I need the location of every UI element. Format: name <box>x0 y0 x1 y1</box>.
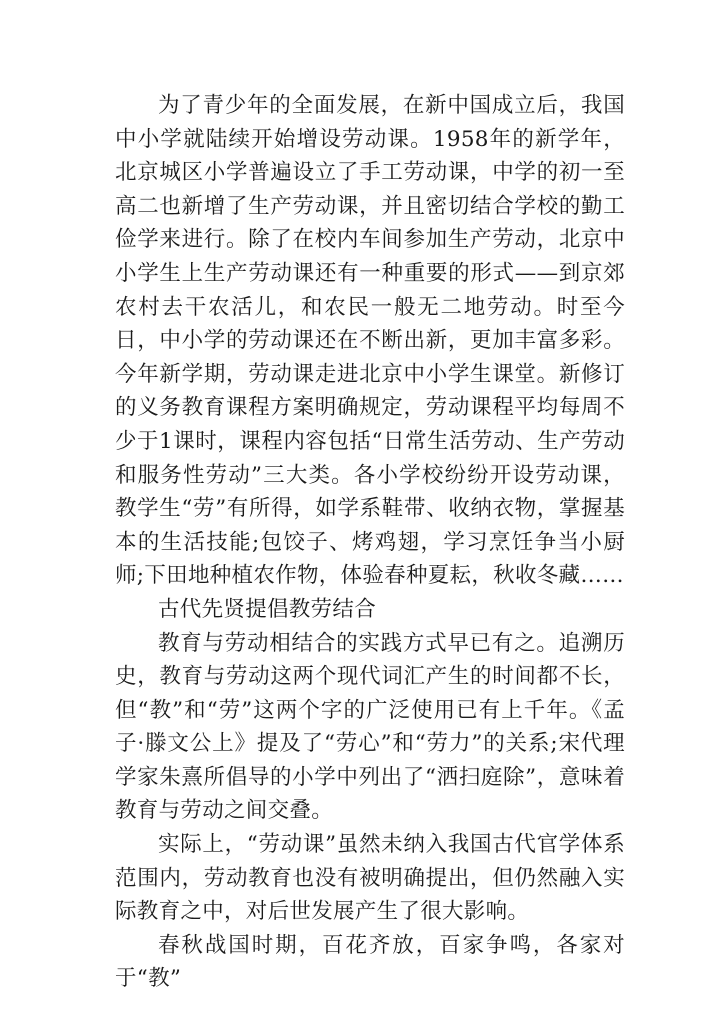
paragraph-spring-autumn-period: 春秋战国时期，百花齐放，百家争鸣，各家对于“教” <box>115 932 625 992</box>
paragraph-labor-class-influence: 实际上，“劳动课”虽然未纳入我国古代官学体系范围内，劳动教育也没有被明确提出，但仍然融入实际教育之中，对后世发展产生了很大影响。 <box>115 832 625 925</box>
document-page <box>115 89 625 996</box>
section-heading: 古代先贤提倡教劳结合 <box>158 596 377 622</box>
paragraph-labor-class-history: 为了青少年的全面发展，在新中国成立后，我国中小学就陆续开始增设劳动课。1958年的新学年，北京城区小学普遍设立了手工劳动课，中学的初一至高二也新增了生产劳动课，并且密切结合学校的勤工俭学来进行。除了在校内车间参加生产劳动，北京中小学生上生产劳动课还有一种重要的形式——到京郊农村去干农活儿，和农民一般无二地劳动。时至今日，中小学的劳动课还在不断出新，更加丰富多彩。今年新学期，劳动课走进北京中小学生课堂。新修订的义务教育课程方案明确规定，劳动课程平均每周不少于1课时，课程内容包括“日常生活劳动、生产劳动和服务性劳动”三大类。各小学校纷纷开设劳动课，教学生“劳”有所得，如学系鞋带、收纳衣物，掌握基本的生活技能;包饺子、烤鸡翅，学习烹饪争当小厨师;下田地种植农作物，体验春种夏耘，秋收冬藏…… <box>115 93 625 589</box>
paragraph-education-labor-practice: 教育与劳动相结合的实践方式早已有之。追溯历史，教育与劳动这两个现代词汇产生的时间都不长，但“教”和“劳”这两个字的广泛使用已有上千年。《孟子·滕文公上》提及了“劳心”和“劳力”的关系;宋代理学家朱熹所倡导的小学中列出了“洒扫庭除”，意味着教育与劳动之间交叠。 <box>115 630 625 824</box>
